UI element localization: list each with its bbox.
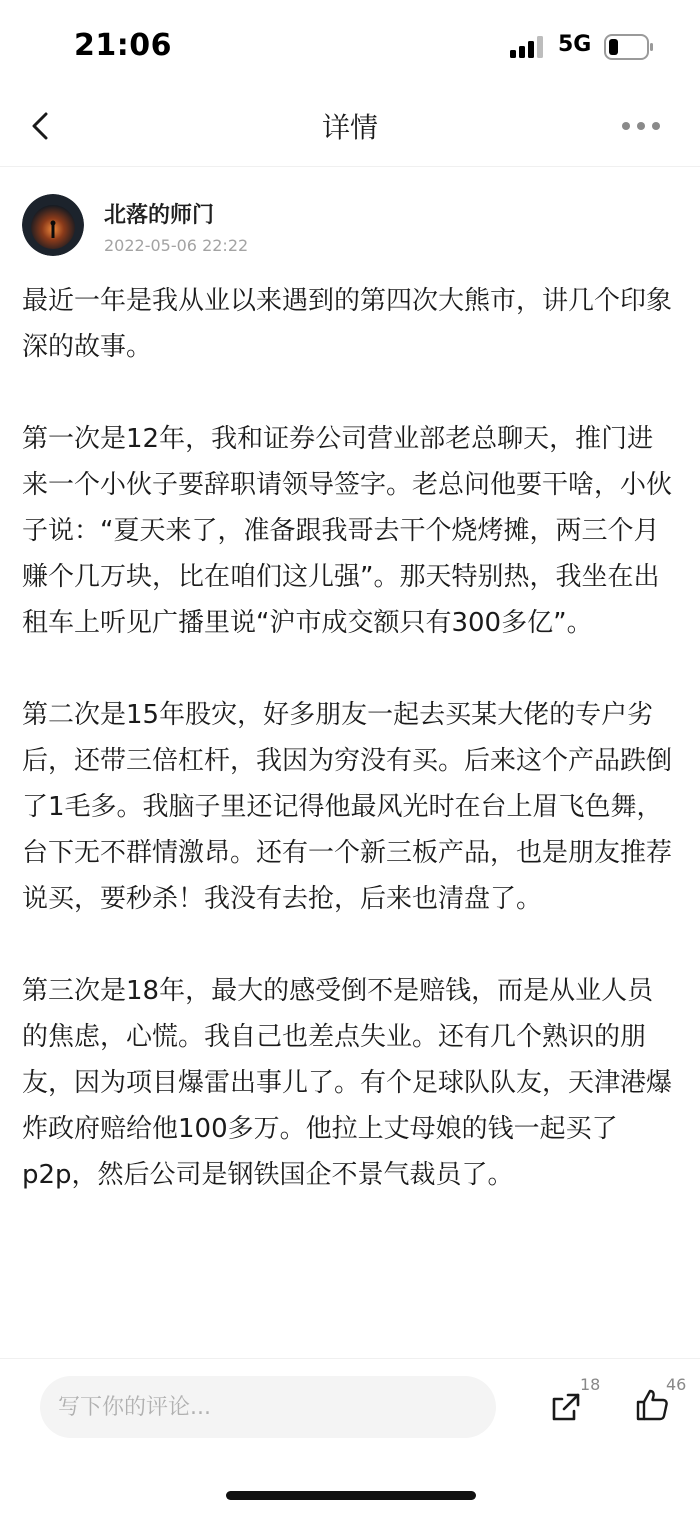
article-paragraph: 最近一年是我从业以来遇到的第四次大熊市，讲几个印象深的故事。 xyxy=(22,286,673,362)
article-body xyxy=(22,278,678,1244)
article-paragraph: 第一次是12年，我和证券公司营业部老总聊天，推门进来一个小伙子要辞职请领导签字。老总问他要干啥，小伙子说：“夏天来了，准备跟我哥去干个烧烤摊，两三个月赚个几万块，比在咱们这儿强”。那天特别热，我坐在出租车上听见广播里说“沪市成交额只有300多亿”。 xyxy=(22,424,673,638)
share-icon[interactable] xyxy=(548,1389,584,1425)
thumbs-up-icon[interactable] xyxy=(634,1387,670,1423)
author-header xyxy=(22,194,662,264)
like-count: 46 xyxy=(666,1375,687,1394)
battery-icon xyxy=(604,34,654,60)
nav-bar xyxy=(0,92,700,167)
author-name[interactable]: 北落的师门 xyxy=(104,203,215,228)
post-timestamp: 2022-05-06 22:22 xyxy=(104,236,249,255)
status-time: 21:06 xyxy=(74,28,172,63)
article-paragraph: 第二次是15年股灾，好多朋友一起去买某大佬的专户劣后，还带三倍杠杆，我因为穷没有买。后来这个产品跌倒了1毛多。我脑子里还记得他最风光时在台上眉飞色舞，台下无不群情激昂。还有一个新三板产品，也是朋友推荐说买，要秒杀！我没有去抢，后来也清盘了。 xyxy=(22,700,673,914)
comment-input[interactable] xyxy=(40,1376,496,1438)
status-bar xyxy=(0,0,700,92)
cellular-signal-icon xyxy=(510,36,546,58)
avatar[interactable] xyxy=(22,194,84,256)
bottom-action-bar xyxy=(0,1358,700,1516)
share-count: 18 xyxy=(580,1375,601,1394)
network-type: 5G xyxy=(558,32,592,57)
more-horizontal-icon[interactable] xyxy=(620,116,662,136)
home-indicator[interactable] xyxy=(226,1491,476,1500)
page-title: 详情 xyxy=(321,111,378,144)
article-paragraph: 第三次是18年，最大的感受倒不是赔钱，而是从业人员的焦虑，心慌。我自己也差点失业。还有几个熟识的朋友，因为项目爆雷出事儿了。有个足球队队友，天津港爆炸政府赔给他100多万。他拉上丈母娘的钱一起买了p2p，然后公司是钢铁国企不景气裁员了。 xyxy=(22,976,673,1190)
